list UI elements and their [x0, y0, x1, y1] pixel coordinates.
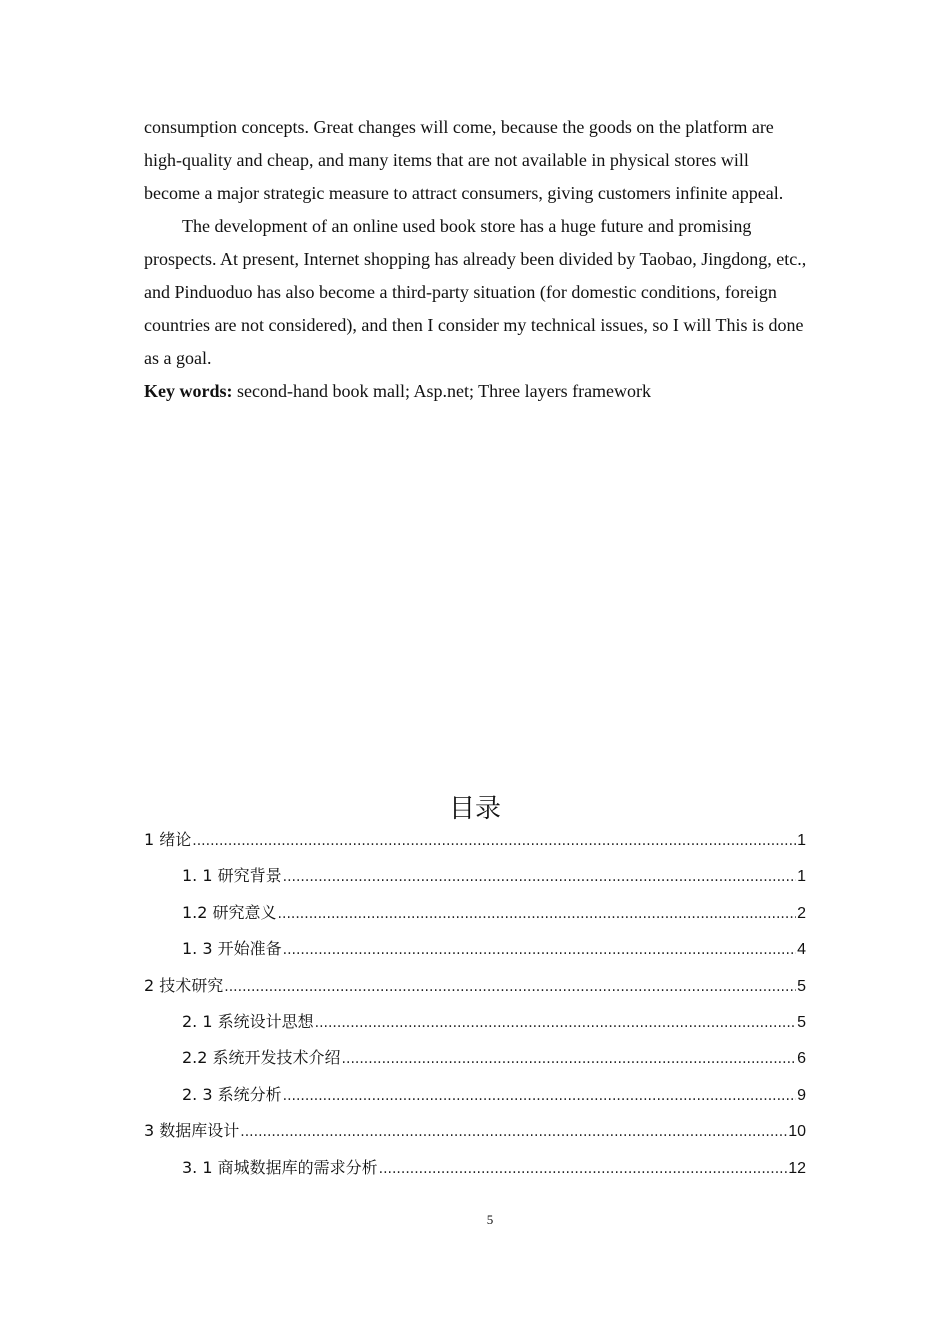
toc-leader-dots — [283, 932, 796, 967]
toc-entry-label: 2. 1 系统设计思想 — [182, 1004, 315, 1040]
abstract-paragraph: consumption concepts. Great changes will come, because the goods on the platform are high-quality and cheap, and many items that are not available in physical stores will become a major strategic measure to attract consumers, giving customers infinite appeal. — [144, 117, 784, 203]
toc-entry-label: 1 绪论 — [144, 822, 192, 858]
toc-entry-page: 10 — [788, 1123, 806, 1141]
toc-entry-label: 1. 1 研究背景 — [182, 858, 283, 894]
toc-entry-page: 4 — [797, 941, 806, 959]
toc-entry-label: 3. 1 商城数据库的需求分析 — [182, 1150, 379, 1186]
toc-entry-page: 5 — [797, 977, 806, 995]
toc-entry-label: 2. 3 系统分析 — [182, 1077, 283, 1113]
toc-entry-page: 12 — [788, 1159, 806, 1177]
table-of-contents — [144, 822, 806, 1186]
toc-leader-dots — [224, 969, 796, 1004]
keywords-label: Key words: — [144, 381, 233, 401]
keywords-line — [144, 375, 808, 408]
toc-leader-dots — [283, 1078, 796, 1113]
toc-entry[interactable] — [144, 1040, 806, 1076]
toc-entry-page: 1 — [797, 868, 806, 886]
toc-entry-label: 1.2 研究意义 — [182, 895, 278, 931]
keywords-text: second-hand book mall; Asp.net; Three layers framework — [232, 381, 652, 401]
toc-entry-page: 5 — [797, 1013, 806, 1031]
toc-entry[interactable] — [144, 1077, 806, 1113]
toc-leader-dots — [379, 1151, 788, 1186]
toc-entry[interactable] — [144, 822, 806, 858]
toc-entry[interactable] — [144, 1150, 806, 1186]
toc-entry-label: 2 技术研究 — [144, 968, 224, 1004]
toc-entry[interactable] — [144, 1004, 806, 1040]
toc-entry[interactable] — [144, 858, 806, 894]
toc-entry-label: 2.2 系统开发技术介绍 — [182, 1040, 342, 1076]
toc-entry-page: 6 — [797, 1050, 806, 1068]
abstract-text — [144, 111, 808, 408]
toc-leader-dots — [315, 1005, 796, 1040]
toc-entry[interactable] — [144, 895, 806, 931]
toc-entry[interactable] — [144, 968, 806, 1004]
toc-entry-label: 3 数据库设计 — [144, 1113, 240, 1149]
toc-entry[interactable] — [144, 931, 806, 967]
toc-leader-dots — [240, 1114, 787, 1149]
toc-leader-dots — [283, 859, 796, 894]
toc-leader-dots — [192, 823, 796, 858]
toc-entry-page: 9 — [797, 1086, 806, 1104]
page-number: 5 — [486, 1212, 494, 1227]
toc-leader-dots — [342, 1041, 797, 1076]
toc-entry[interactable] — [144, 1113, 806, 1149]
toc-entry-page: 2 — [797, 904, 806, 922]
toc-entry-label: 1. 3 开始准备 — [182, 931, 283, 967]
abstract-paragraph: The development of an online used book store has a huge future and promising prospects. At present, Internet shopping has already been divided by Taobao, Jingdong, etc., and Pinduoduo has also become a third-party situation (for domestic conditions, foreign countries are not considered), and then I consider my technical issues, so I will This is done as a goal. — [144, 216, 807, 368]
toc-leader-dots — [278, 896, 797, 931]
toc-entry-page: 1 — [797, 832, 806, 849]
toc-title: 目录 — [448, 794, 501, 824]
